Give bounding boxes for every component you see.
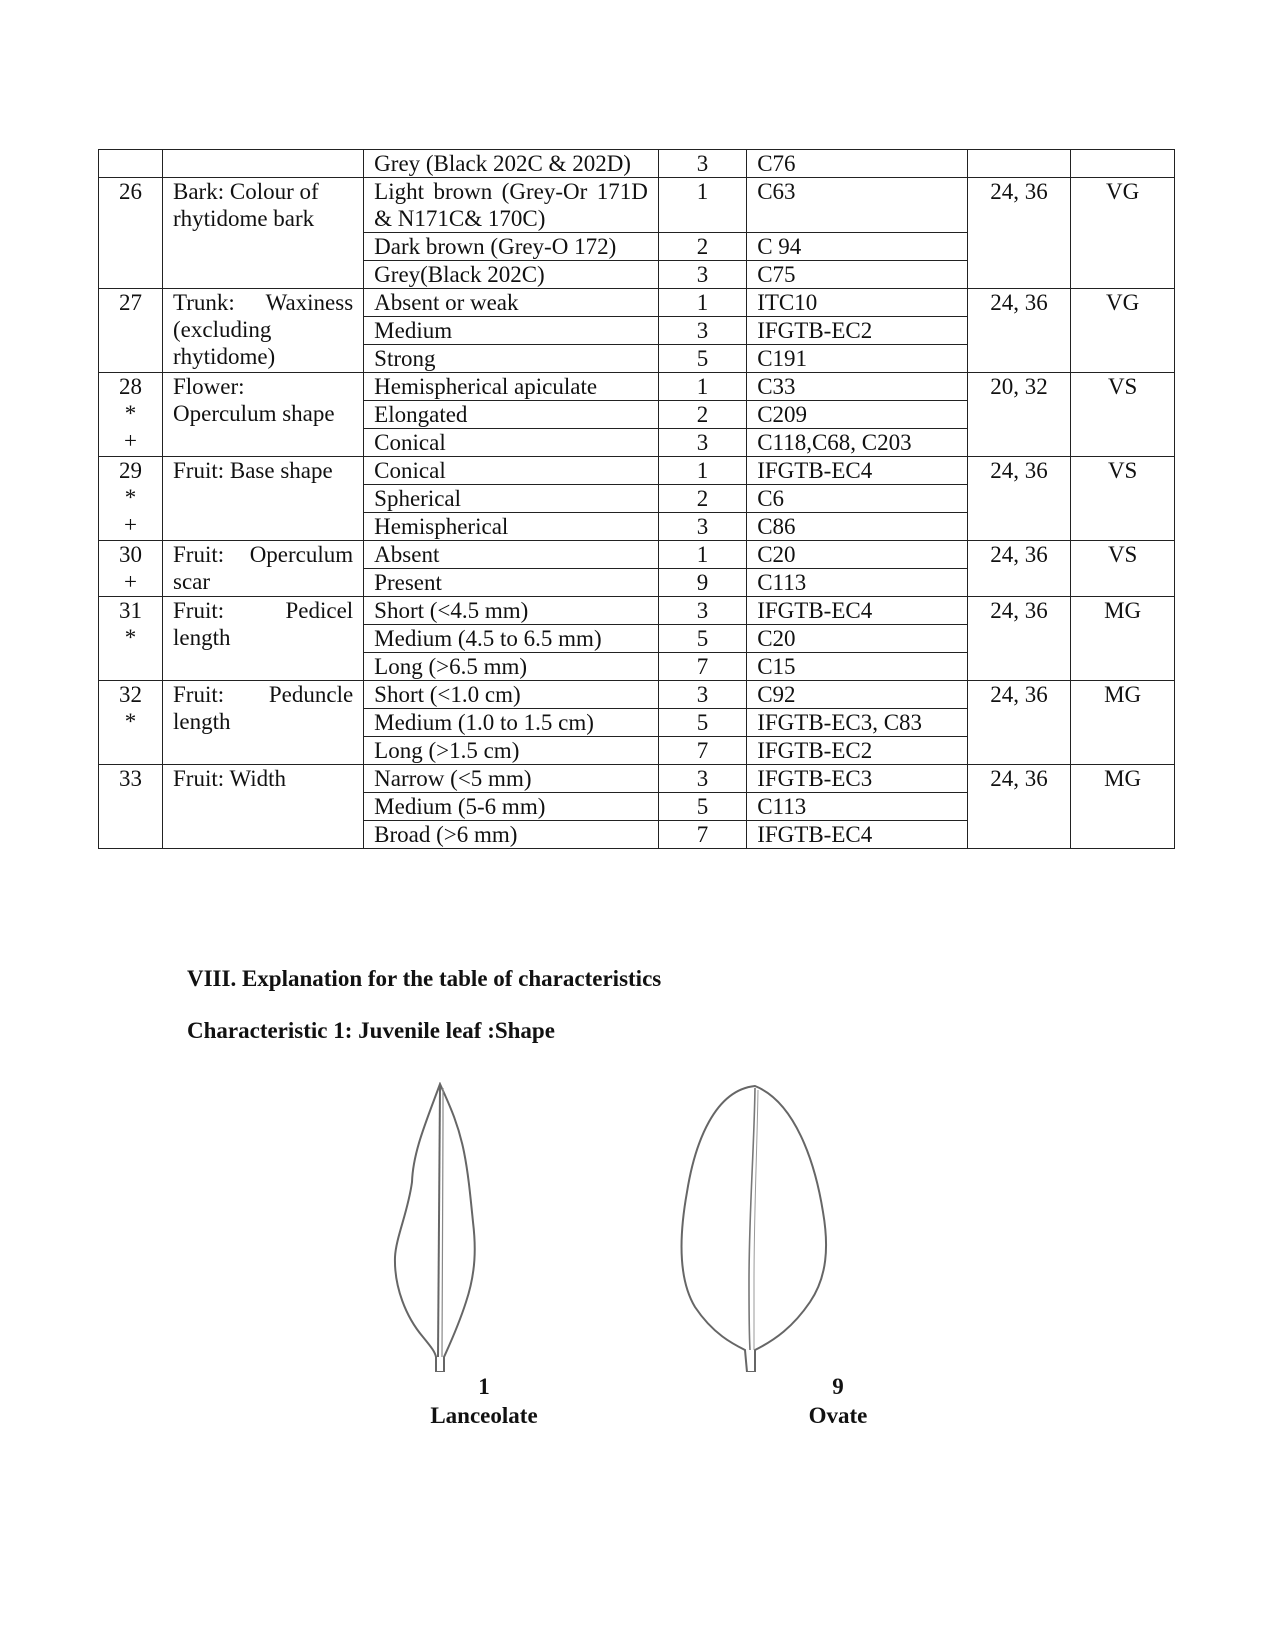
lanceolate-leaf-icon	[388, 1082, 488, 1372]
state-description: Grey(Black 202C)	[364, 261, 659, 289]
observation-method: VG	[1071, 289, 1175, 373]
example-variety: IFGTB-EC4	[747, 821, 967, 849]
observation-method: MG	[1071, 765, 1175, 849]
ovate-leaf-icon	[675, 1082, 835, 1372]
state-description: Long (>1.5 cm)	[364, 737, 659, 765]
characteristic-name: Fruit: Peduncle length	[163, 681, 364, 765]
growth-stage-notes: 24, 36	[967, 457, 1071, 541]
state-description: Hemispherical apiculate	[364, 373, 659, 401]
example-variety: C209	[747, 401, 967, 429]
figure-caption	[738, 1372, 938, 1430]
example-variety: C118,C68, C203	[747, 429, 967, 457]
state-level: 3	[658, 150, 746, 178]
growth-stage-notes: 24, 36	[967, 178, 1071, 289]
example-variety: C6	[747, 485, 967, 513]
state-description: Medium (5-6 mm)	[364, 793, 659, 821]
characteristic-number	[99, 681, 163, 765]
example-variety: IFGTB-EC3	[747, 765, 967, 793]
example-variety: C20	[747, 625, 967, 653]
characteristic-number	[99, 178, 163, 289]
observation-method: MG	[1071, 681, 1175, 765]
growth-stage-notes: 20, 32	[967, 373, 1071, 457]
characteristic-name: Fruit: Pedicel length	[163, 597, 364, 681]
example-variety: C20	[747, 541, 967, 569]
state-description: Light brown (Grey-Or 171D & N171C& 170C)	[364, 178, 659, 233]
characteristic-number	[99, 150, 163, 178]
growth-stage-notes: 24, 36	[967, 289, 1071, 373]
table-row	[99, 681, 1175, 709]
state-description: Narrow (<5 mm)	[364, 765, 659, 793]
state-level: 7	[658, 821, 746, 849]
characteristic-number	[99, 765, 163, 849]
observation-method: VG	[1071, 178, 1175, 289]
example-variety: ITC10	[747, 289, 967, 317]
characteristic-name: Fruit: Base shape	[163, 457, 364, 541]
table-row	[99, 765, 1175, 793]
state-description: Spherical	[364, 485, 659, 513]
state-description: Medium (1.0 to 1.5 cm)	[364, 709, 659, 737]
example-variety: C86	[747, 513, 967, 541]
state-description: Medium (4.5 to 6.5 mm)	[364, 625, 659, 653]
table-row	[99, 597, 1175, 625]
state-level: 1	[658, 457, 746, 485]
characteristic-mark: *	[124, 625, 137, 650]
figure-label: Lanceolate	[430, 1403, 538, 1428]
characteristic-number-text: 30	[119, 542, 142, 567]
growth-stage-notes	[967, 150, 1071, 178]
characteristic-number-text: 29	[119, 458, 142, 483]
state-level: 3	[658, 429, 746, 457]
table-row	[99, 373, 1175, 401]
state-level: 9	[658, 569, 746, 597]
state-level: 1	[658, 289, 746, 317]
example-variety: C113	[747, 569, 967, 597]
state-level: 5	[658, 793, 746, 821]
example-variety: C33	[747, 373, 967, 401]
state-level: 5	[658, 625, 746, 653]
characteristic-name: Fruit: Width	[163, 765, 364, 849]
state-description: Long (>6.5 mm)	[364, 653, 659, 681]
growth-stage-notes: 24, 36	[967, 541, 1071, 597]
characteristic-mark: +	[124, 428, 137, 453]
state-level: 1	[658, 373, 746, 401]
section-heading: VIII. Explanation for the table of characteristics	[187, 966, 662, 991]
growth-stage-notes: 24, 36	[967, 765, 1071, 849]
state-level: 5	[658, 345, 746, 373]
state-description: Elongated	[364, 401, 659, 429]
characteristic-number	[99, 597, 163, 681]
figure-number: 9	[832, 1374, 844, 1399]
characteristic-mark: *	[124, 709, 137, 734]
characteristic-name: Trunk: Waxiness (excluding rhytidome)	[163, 289, 364, 373]
observation-method: VS	[1071, 373, 1175, 457]
observation-method: MG	[1071, 597, 1175, 681]
state-description: Present	[364, 569, 659, 597]
example-variety: C75	[747, 261, 967, 289]
example-variety: IFGTB-EC3, C83	[747, 709, 967, 737]
table-row	[99, 541, 1175, 569]
growth-stage-notes: 24, 36	[967, 597, 1071, 681]
state-level: 5	[658, 709, 746, 737]
state-level: 3	[658, 513, 746, 541]
figure-label: Ovate	[808, 1403, 868, 1428]
characteristic-name: Bark: Colour of rhytidome bark	[163, 178, 364, 289]
observation-method	[1071, 150, 1175, 178]
characteristic-number	[99, 457, 163, 541]
characteristic-number-text: 33	[119, 766, 142, 791]
state-description: Short (<4.5 mm)	[364, 597, 659, 625]
characteristic-number-text: 26	[119, 179, 142, 204]
observation-method: VS	[1071, 541, 1175, 597]
state-description: Conical	[364, 457, 659, 485]
state-level: 2	[658, 485, 746, 513]
characteristic-mark: +	[124, 512, 137, 537]
state-level: 1	[658, 178, 746, 233]
example-variety: IFGTB-EC2	[747, 317, 967, 345]
state-level: 3	[658, 261, 746, 289]
characteristic-number-text: 32	[119, 682, 142, 707]
state-description: Broad (>6 mm)	[364, 821, 659, 849]
figure-caption	[384, 1372, 584, 1430]
growth-stage-notes: 24, 36	[967, 681, 1071, 765]
table-body	[99, 150, 1175, 849]
characteristic-name: Fruit: Operculum scar	[163, 541, 364, 597]
characteristic-mark: *	[124, 485, 137, 510]
table-row	[99, 289, 1175, 317]
state-level: 3	[658, 681, 746, 709]
example-variety: C63	[747, 178, 967, 233]
characteristics-table	[98, 149, 1175, 849]
characteristic-heading: Characteristic 1: Juvenile leaf :Shape	[187, 1018, 555, 1043]
example-variety: IFGTB-EC4	[747, 457, 967, 485]
table-row	[99, 178, 1175, 233]
state-level: 7	[658, 737, 746, 765]
example-variety: C113	[747, 793, 967, 821]
state-description: Strong	[364, 345, 659, 373]
state-level: 3	[658, 317, 746, 345]
characteristic-mark: +	[124, 569, 137, 594]
state-description: Medium	[364, 317, 659, 345]
characteristic-number	[99, 373, 163, 457]
state-description: Absent	[364, 541, 659, 569]
state-description: Short (<1.0 cm)	[364, 681, 659, 709]
state-description: Absent or weak	[364, 289, 659, 317]
state-description: Hemispherical	[364, 513, 659, 541]
observation-method: VS	[1071, 457, 1175, 541]
example-variety: IFGTB-EC2	[747, 737, 967, 765]
state-level: 2	[658, 233, 746, 261]
characteristic-number	[99, 289, 163, 373]
state-level: 1	[658, 541, 746, 569]
state-level: 3	[658, 765, 746, 793]
characteristic-number	[99, 541, 163, 597]
state-description: Conical	[364, 429, 659, 457]
characteristic-number-text: 31	[119, 598, 142, 623]
example-variety: C15	[747, 653, 967, 681]
table-row	[99, 457, 1175, 485]
example-variety: C92	[747, 681, 967, 709]
example-variety: C76	[747, 150, 967, 178]
characteristic-name: Flower: Operculum shape	[163, 373, 364, 457]
state-level: 3	[658, 597, 746, 625]
table-row	[99, 150, 1175, 178]
example-variety: C 94	[747, 233, 967, 261]
characteristic-mark: *	[124, 401, 137, 426]
characteristic-name	[163, 150, 364, 178]
characteristic-number-text: 27	[119, 290, 142, 315]
state-level: 7	[658, 653, 746, 681]
example-variety: IFGTB-EC4	[747, 597, 967, 625]
state-level: 2	[658, 401, 746, 429]
state-description: Dark brown (Grey-O 172)	[364, 233, 659, 261]
example-variety: C191	[747, 345, 967, 373]
figure-number: 1	[478, 1374, 490, 1399]
state-description: Grey (Black 202C & 202D)	[364, 150, 659, 178]
characteristic-number-text: 28	[119, 374, 142, 399]
